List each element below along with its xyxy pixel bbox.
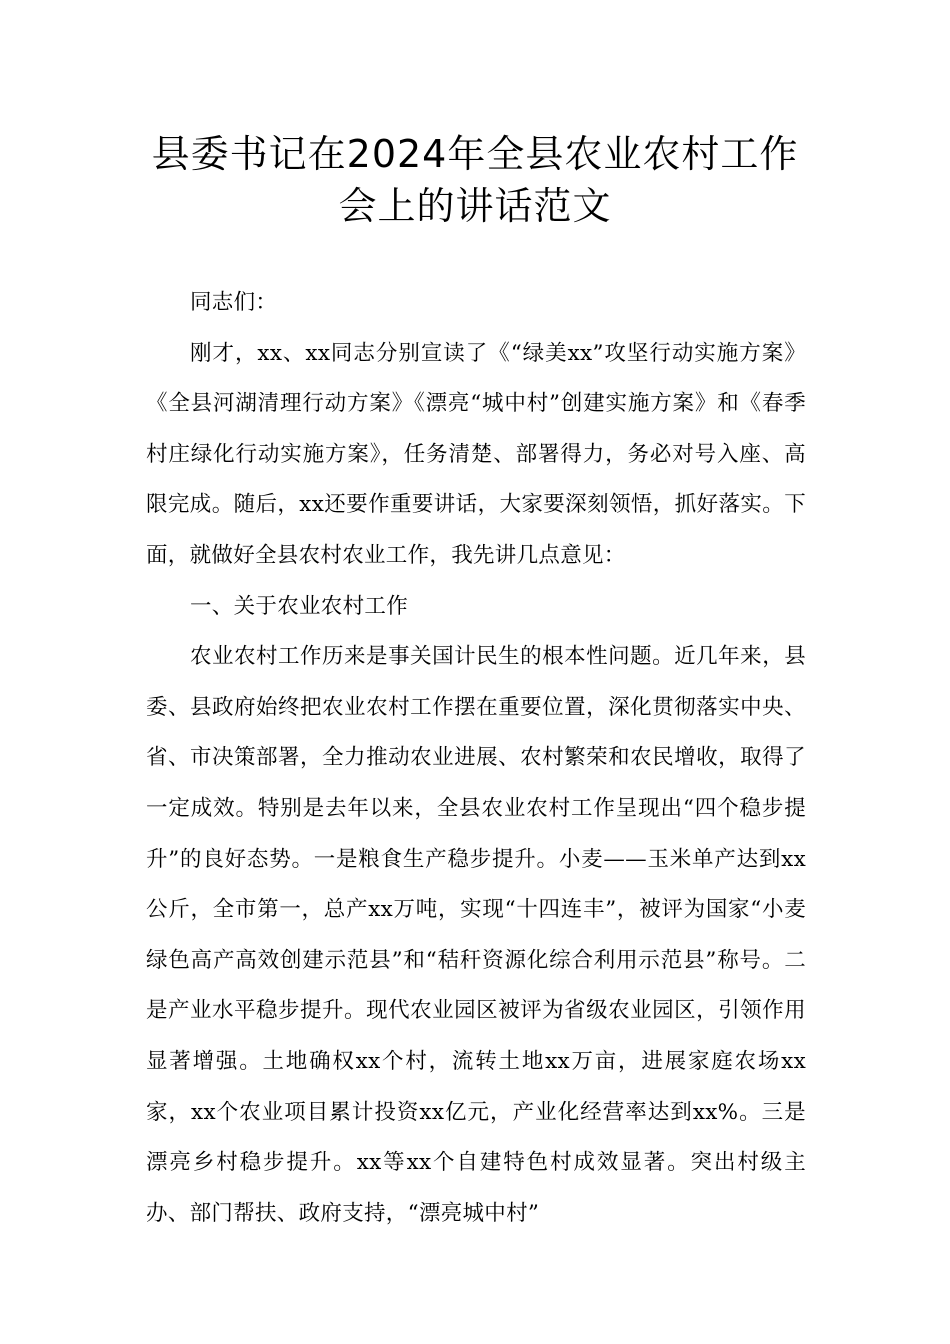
- salutation-paragraph: 同志们：: [190, 290, 278, 315]
- title-line-1: 县委书记在2024年全县农业农村工作: [151, 132, 799, 176]
- document-title: [100, 128, 850, 232]
- intro-paragraph: 刚才，xx、xx同志分别宣读了《“绿美xx”攻坚行动实施方案》《全县河湖清理行动方案》《漂亮“城中村”创建实施方案》和《春季村庄绿化行动实施方案》，任务清楚、部署得力，务必对号入座、高限完成。随后，xx还要作重要讲话，大家要深刻领悟，抓好落实。下面，就做好全县农村农业工作，我先讲几点意见：: [146, 340, 806, 568]
- body-paragraph: 农业农村工作历来是事关国计民生的根本性问题。近几年来，县委、县政府始终把农业农村工作摆在重要位置，深化贯彻落实中央、省、市决策部署，全力推动农业进展、农村繁荣和农民增收，取得了一定成效。特别是去年以来，全县农业农村工作呈现出“四个稳步提升”的良好态势。一是粮食生产稳步提升。小麦——玉米单产达到xx公斤，全市第一，总产xx万吨，实现“十四连丰”，被评为国家“小麦绿色高产高效创建示范县”和“秸秆资源化综合利用示范县”称号。二是产业水平稳步提升。现代农业园区被评为省级农业园区，引领作用显著增强。土地确权xx个村，流转土地xx万亩，进展家庭农场xx家，xx个农业项目累计投资xx亿元，产业化经营率达到xx%。三是漂亮乡村稳步提升。xx等xx个自建特色村成效显著。突出村级主办、部门帮扶、政府支持，“漂亮城中村”: [146, 644, 806, 1226]
- section-heading: 一、关于农业农村工作: [190, 593, 409, 619]
- title-line-2: 会上的讲话范文: [338, 184, 612, 228]
- document-body: [146, 278, 806, 1239]
